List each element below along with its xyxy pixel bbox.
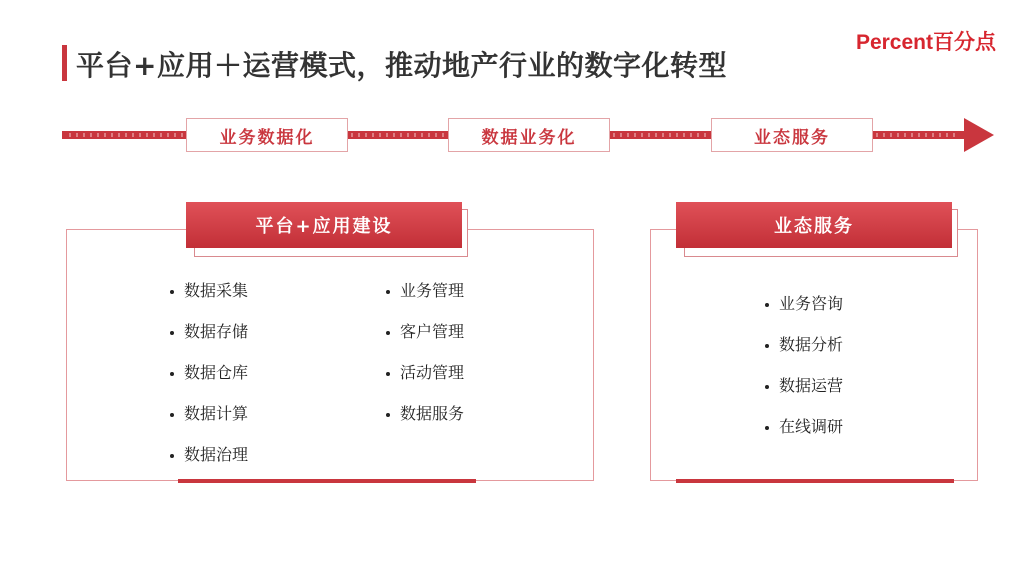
list-item: 业务咨询 bbox=[765, 291, 843, 314]
bullet-icon bbox=[765, 426, 769, 430]
bullet-icon bbox=[170, 331, 174, 335]
list-item: 数据存储 bbox=[170, 319, 248, 342]
list-item: 数据治理 bbox=[170, 442, 248, 465]
bullet-icon bbox=[170, 372, 174, 376]
platform-panel-underline bbox=[178, 479, 476, 483]
platform-panel bbox=[66, 229, 594, 481]
service-panel bbox=[650, 229, 978, 481]
bullet-icon bbox=[765, 385, 769, 389]
list-item: 数据服务 bbox=[386, 401, 464, 424]
timeline-step-2: 数据业务化 bbox=[448, 118, 610, 152]
bullet-icon bbox=[170, 290, 174, 294]
list-item: 数据采集 bbox=[170, 278, 248, 301]
list-item: 活动管理 bbox=[386, 360, 464, 383]
title-accent-bar bbox=[62, 45, 67, 81]
list-item: 客户管理 bbox=[386, 319, 464, 342]
service-header: 业态服务 bbox=[676, 202, 952, 248]
bullet-icon bbox=[386, 331, 390, 335]
bullet-icon bbox=[386, 372, 390, 376]
bullet-icon bbox=[170, 413, 174, 417]
timeline bbox=[62, 118, 994, 154]
list-item: 数据运营 bbox=[765, 373, 843, 396]
bullet-icon bbox=[170, 454, 174, 458]
timeline-step-1: 业务数据化 bbox=[186, 118, 348, 152]
bullet-icon bbox=[386, 413, 390, 417]
list-item: 业务管理 bbox=[386, 278, 464, 301]
timeline-step-3: 业态服务 bbox=[711, 118, 873, 152]
platform-header: 平台+应用建设 bbox=[186, 202, 462, 248]
list-item: 数据分析 bbox=[765, 332, 843, 355]
brand-logo: Percent百分点 bbox=[855, 31, 996, 54]
list-item: 在线调研 bbox=[765, 414, 843, 437]
bullet-icon bbox=[386, 290, 390, 294]
bullet-icon bbox=[765, 303, 769, 307]
list-item: 数据仓库 bbox=[170, 360, 248, 383]
service-panel-underline bbox=[676, 479, 954, 483]
page-title: 平台+应用＋运营模式，推动地产行业的数字化转型 bbox=[76, 49, 727, 82]
bullet-icon bbox=[765, 344, 769, 348]
list-item: 数据计算 bbox=[170, 401, 248, 424]
